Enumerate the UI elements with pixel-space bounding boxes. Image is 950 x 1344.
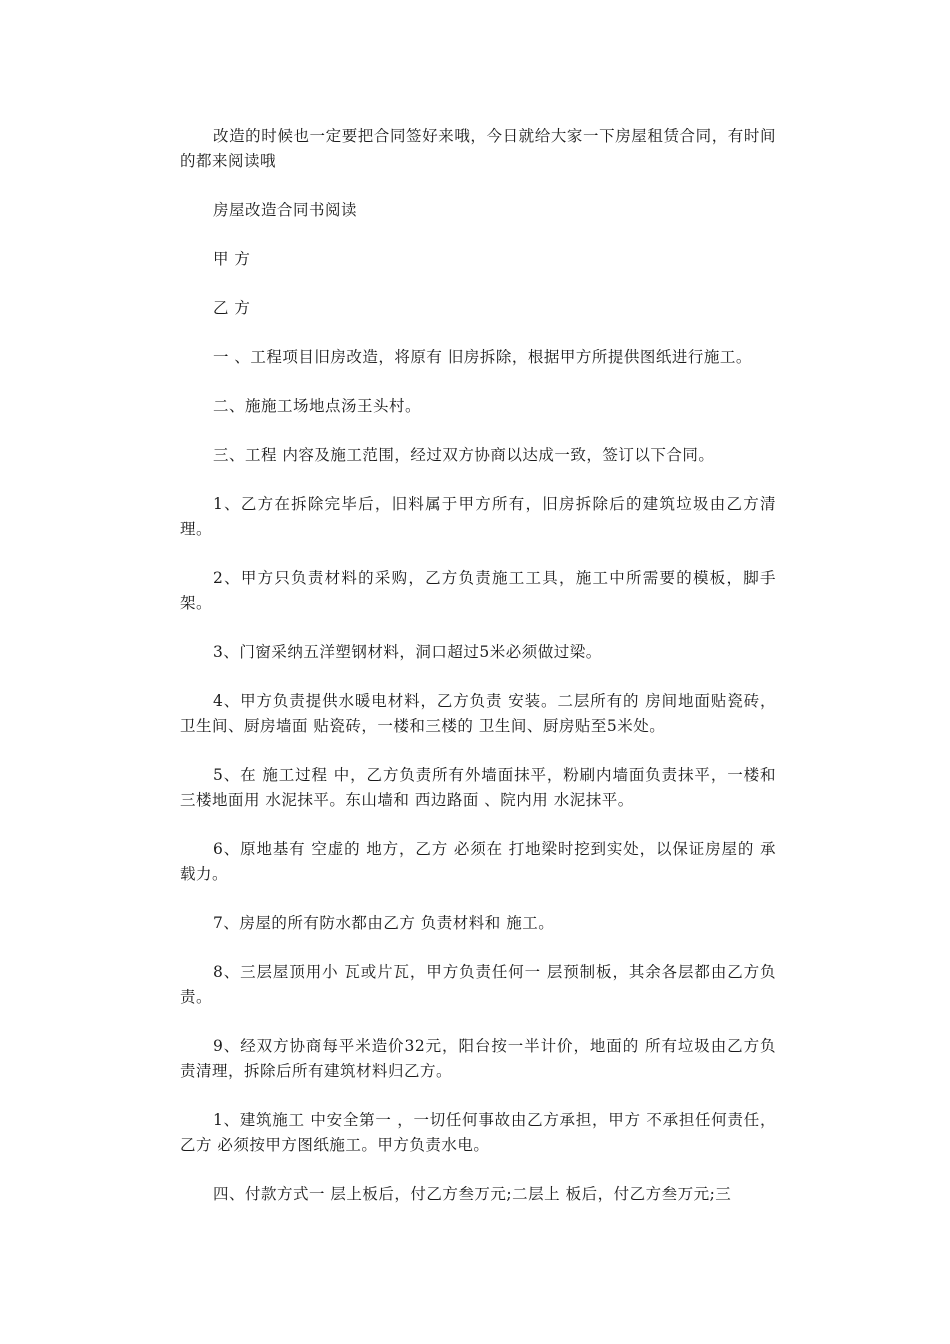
party-a-label: 甲 方: [213, 250, 251, 268]
document-title: 房屋改造合同书阅读: [213, 201, 358, 219]
clause-site: 二、施施工场地点汤王头村。: [213, 397, 422, 415]
scope-item-safety: 1、建筑施工 中安全第一 ，一切任何事故由乙方承担，甲方 不承担任何责任，乙方 必须按甲方图纸施工。甲方负责水电。: [180, 1111, 776, 1154]
scope-item-7: 7、房屋的所有防水都由乙方 负责材料和 施工。: [213, 914, 555, 932]
scope-item-9: 9、经双方协商每平米造价32元，阳台按一半计价，地面的 所有垃圾由乙方负责清理，拆除后所有建筑材料归乙方。: [180, 1037, 776, 1080]
clause-payment: 四、付款方式一 层上板后，付乙方叁万元;二层上 板后，付乙方叁万元;三: [213, 1185, 732, 1203]
scope-item-1: 1、乙方在拆除完毕后，旧料属于甲方所有，旧房拆除后的建筑垃圾由乙方清理。: [180, 495, 776, 538]
scope-item-5: 5、在 施工过程 中，乙方负责所有外墙面抹平，粉刷内墙面负责抹平，一楼和 三楼地面用 水泥抹平。东山墙和 西边路面 、院内用 水泥抹平。: [180, 766, 776, 809]
scope-item-8: 8、三层屋顶用小 瓦或片瓦，甲方负责任何一 层预制板，其余各层都由乙方负责。: [180, 963, 776, 1006]
scope-item-6: 6、原地基有 空虚的 地方，乙方 必须在 打地梁时挖到实处，以保证房屋的 承载力。: [180, 840, 776, 883]
intro-paragraph: 改造的时候也一定要把合同签好来哦，今日就给大家一下房屋租赁合同，有时间的都来阅读哦: [180, 127, 776, 170]
clause-project: 一 、工程项目旧房改造，将原有 旧房拆除，根据甲方所提供图纸进行施工。: [213, 348, 752, 366]
document-page: [180, 124, 776, 1231]
scope-item-2: 2、甲方只负责材料的采购，乙方负责施工工具，施工中所需要的模板，脚手架。: [180, 569, 776, 612]
party-b-label: 乙 方: [213, 299, 251, 317]
scope-item-4: 4、甲方负责提供水暖电材料，乙方负责 安装。二层所有的 房间地面贴瓷砖，卫生间、厨房墙面 贴瓷砖，一楼和三楼的 卫生间、厨房贴至5米处。: [180, 692, 776, 735]
scope-item-3: 3、门窗采纳五洋塑钢材料，洞口超过5米必须做过梁。: [213, 643, 602, 661]
clause-scope: 三、工程 内容及施工范围，经过双方协商以达成一致，签订以下合同。: [213, 446, 715, 464]
